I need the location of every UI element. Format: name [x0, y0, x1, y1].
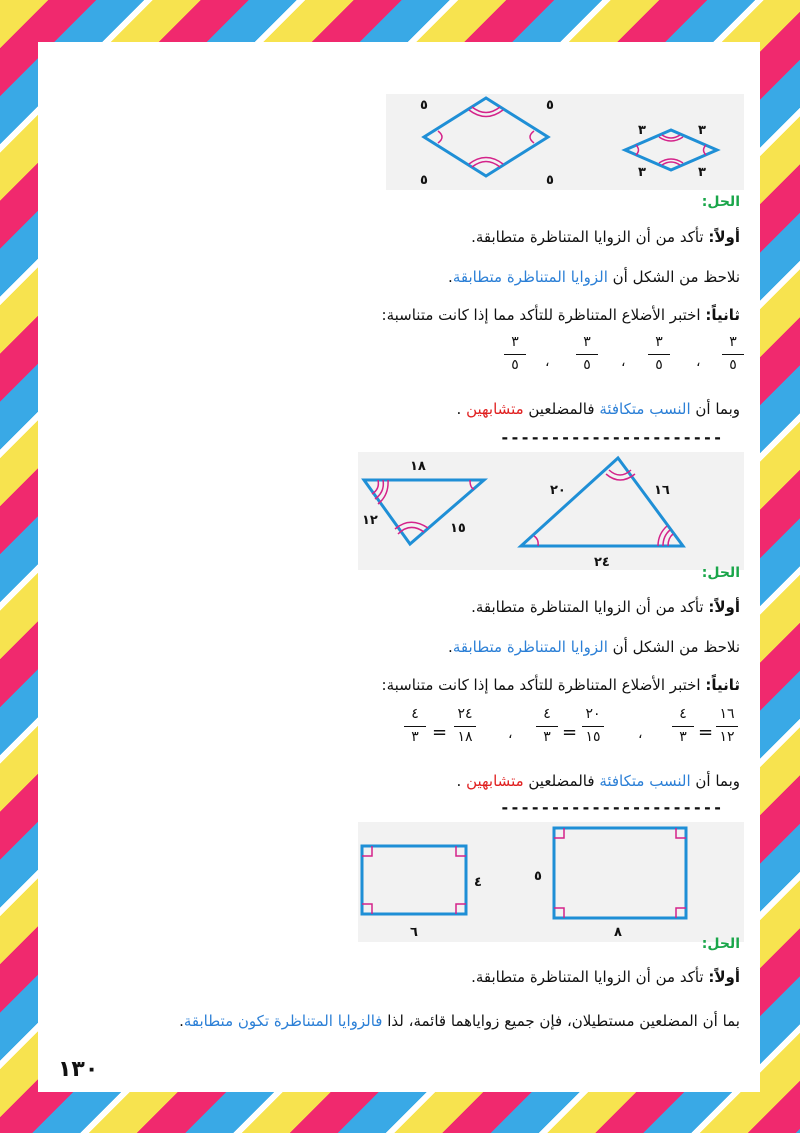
exercise-7-number: ٧ — [714, 467, 728, 491]
large-rectangle-side: ٥ — [534, 869, 542, 884]
small-triangle-left-side: ١٢ — [362, 513, 378, 528]
exercise-6-step-two — [382, 306, 740, 324]
equals-sign: = — [432, 722, 448, 743]
exercise-7-conclusion: وبما أن النسب متكافئة فالمضلعين متشابهين . — [456, 772, 740, 790]
note-highlight: الزوايا المتناظرة متطابقة — [452, 268, 608, 286]
exercise-8-step-one: أولاً: تأكد من أن الزوايا المتناظرة متطابقة. — [471, 968, 740, 986]
small-triangle-top-side: ١٨ — [410, 459, 426, 474]
exercise-8-number: ٨ — [714, 845, 728, 869]
similar-word: متشابهين — [466, 772, 524, 790]
small-rectangle — [362, 846, 466, 914]
note-prefix: نلاحظ من الشكل أن — [607, 268, 740, 286]
equivalent-ratios: النسب متكافئة — [599, 400, 691, 418]
exercise-8-solution-label: الحل: — [701, 936, 740, 952]
exercise-6-step-one — [471, 228, 740, 246]
fraction: ٤ ٣ — [534, 706, 560, 745]
small-rhombus-side-tr: ٣ — [698, 123, 706, 138]
fraction: ٤ ٣ — [670, 706, 696, 745]
exercise-6-conclusion: وبما أن النسب متكافئة فالمضلعين متشابهين . — [456, 400, 740, 418]
exercise-7-step-one: أولاً: تأكد من أن الزوايا المتناظرة متطابقة. — [471, 598, 740, 616]
note-end: . — [448, 268, 453, 286]
large-rhombus-side-tl: ٥ — [420, 98, 428, 113]
equivalent-ratios: النسب متكافئة — [599, 772, 691, 790]
fraction: ٢٠ ١٥ — [580, 706, 606, 745]
similar-word: متشابهين — [466, 400, 524, 418]
exercise-7-figure — [358, 452, 744, 570]
exercise-6-note — [448, 268, 740, 286]
fraction: ٤ ٣ — [402, 706, 428, 745]
step-two-text: اختبر الأضلاع المتناظرة للتأكد مما إذا كانت متناسبة: — [381, 306, 706, 324]
fraction: ٣ ٥ — [646, 334, 672, 373]
fraction: ٣ ٥ — [574, 334, 600, 373]
big-triangle-bottom-side: ٢٤ — [594, 555, 610, 570]
exercise-7-note: نلاحظ من الشكل أن الزوايا المتناظرة متطابقة. — [448, 638, 740, 656]
large-rhombus-side-tr: ٥ — [546, 98, 554, 113]
step-one-label: أولاً: — [708, 228, 740, 246]
small-triangle-right-side: ١٥ — [450, 521, 466, 536]
small-rectangle-bottom: ٦ — [410, 925, 418, 940]
exercise-8-conclusion: بما أن المضلعين مستطيلان، فإن جميع زواياهما قائمة، لذا فالزوايا المتناظرة تكون متطابقة. — [179, 1012, 740, 1030]
fraction: ١٦ ١٢ — [714, 706, 740, 745]
exercise-7-step-two: ثانياً: اختبر الأضلاع المتناظرة للتأكد مما إذا كانت متناسبة: — [381, 676, 740, 694]
divider: ---------------------- — [500, 798, 723, 817]
page-number: ١٣٠ — [58, 1057, 99, 1082]
big-triangle — [521, 458, 683, 546]
note-highlight: الزوايا المتناظرة متطابقة — [452, 638, 608, 656]
comma: ، — [545, 354, 550, 370]
exercise-6-number: ٦ — [714, 112, 728, 136]
small-rhombus-side-tl: ٣ — [638, 123, 646, 138]
small-rectangle-side: ٤ — [474, 875, 482, 890]
comma: ، — [508, 726, 513, 742]
fraction: ٣ ٥ — [502, 334, 528, 373]
exercise-8-figure — [358, 822, 744, 942]
large-rectangle — [554, 828, 686, 918]
step-one-text: تأكد من أن الزوايا المتناظرة متطابقة. — [471, 228, 709, 246]
large-rectangle-bottom: ٨ — [614, 925, 622, 940]
comma: ، — [696, 354, 701, 370]
exercise-7-solution-label: الحل: — [701, 565, 740, 581]
fraction: ٣ ٥ — [720, 334, 746, 373]
congruent-angles-highlight: فالزوايا المتناظرة تكون متطابقة — [183, 1012, 383, 1030]
comma: ، — [621, 354, 626, 370]
fraction: ٢٤ ١٨ — [452, 706, 478, 745]
step-two-label: ثانياً: — [705, 306, 740, 324]
large-rhombus-side-br: ٥ — [546, 173, 554, 188]
exercise-6-figure — [386, 94, 744, 190]
big-triangle-left-side: ٢٠ — [550, 483, 566, 498]
big-triangle-right-side: ١٦ — [654, 483, 670, 498]
divider: ---------------------- — [500, 428, 723, 447]
comma: ، — [638, 726, 643, 742]
equals-sign: = — [698, 722, 714, 743]
worksheet-page — [38, 42, 760, 1092]
small-rhombus-side-bl: ٣ — [638, 165, 646, 180]
equals-sign: = — [562, 722, 578, 743]
large-rhombus-side-bl: ٥ — [420, 173, 428, 188]
small-rhombus-side-br: ٣ — [698, 165, 706, 180]
exercise-6-solution-label: الحل: — [701, 194, 740, 210]
